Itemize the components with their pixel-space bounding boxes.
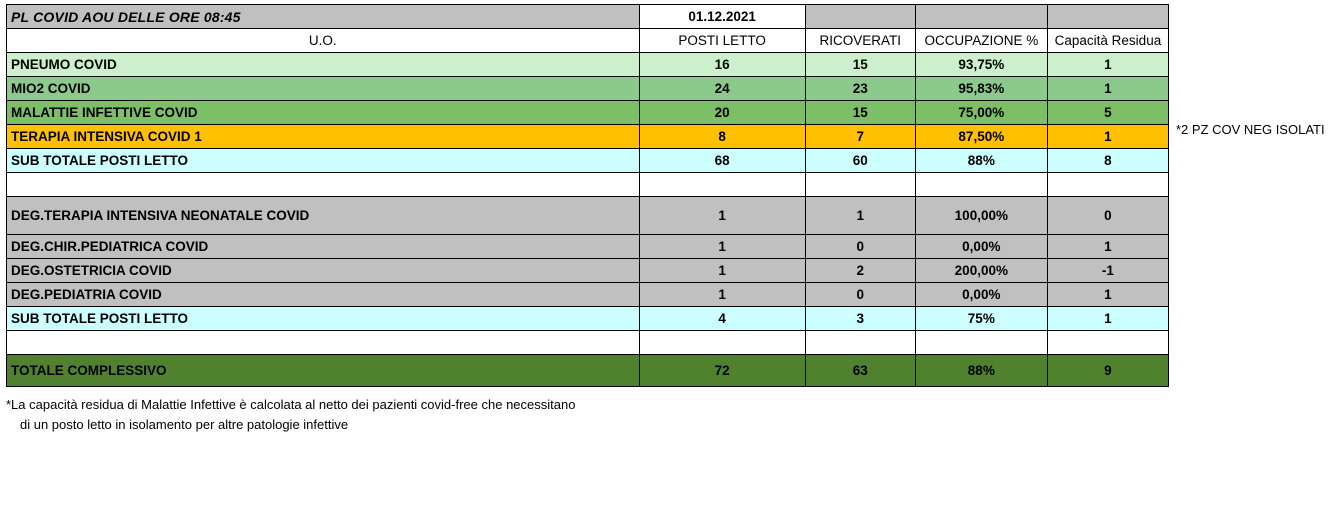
table-row [7,283,1169,307]
spacer-cell [805,331,915,355]
row-ricoverati: 1 [805,197,915,235]
spacer-row [7,331,1169,355]
row-ricoverati: 23 [805,77,915,101]
row-posti-letto: 1 [639,197,805,235]
spacer-cell [7,331,640,355]
title-row [7,5,1169,29]
row-occupazione: 93,75% [915,53,1047,77]
row-capacita: 0 [1047,197,1168,235]
table-row [7,101,1169,125]
row-ricoverati: 2 [805,259,915,283]
row-posti-letto: 20 [639,101,805,125]
spacer-cell [639,173,805,197]
row-label: MALATTIE INFETTIVE COVID [7,101,640,125]
row-capacita: -1 [1047,259,1168,283]
side-note: *2 PZ COV NEG ISOLATI [1176,122,1325,137]
report-title: PL COVID AOU DELLE ORE 08:45 [7,5,640,29]
row-capacita: 8 [1047,149,1168,173]
row-label: SUB TOTALE POSTI LETTO [7,149,640,173]
row-capacita: 5 [1047,101,1168,125]
row-label: TOTALE COMPLESSIVO [7,355,640,387]
table-row [7,53,1169,77]
table-row [7,235,1169,259]
row-capacita: 9 [1047,355,1168,387]
row-occupazione: 88% [915,149,1047,173]
row-occupazione: 100,00% [915,197,1047,235]
spreadsheet-area [6,4,1334,435]
row-label: DEG.PEDIATRIA COVID [7,283,640,307]
title-filler-1 [805,5,915,29]
row-capacita: 1 [1047,235,1168,259]
row-capacita: 1 [1047,53,1168,77]
row-capacita: 1 [1047,77,1168,101]
title-filler-3 [1047,5,1168,29]
column-header-occupazione: OCCUPAZIONE % [915,29,1047,53]
table-row-subtotal [7,307,1169,331]
row-label: MIO2 COVID [7,77,640,101]
column-header-uo: U.O. [7,29,640,53]
row-capacita: 1 [1047,125,1168,149]
row-occupazione: 88% [915,355,1047,387]
row-posti-letto: 24 [639,77,805,101]
spacer-row [7,173,1169,197]
footnote-line-2: di un posto letto in isolamento per altre patologie infettive [20,417,349,433]
row-posti-letto: 1 [639,235,805,259]
row-ricoverati: 63 [805,355,915,387]
spacer-cell [915,173,1047,197]
row-label: DEG.OSTETRICIA COVID [7,259,640,283]
row-label: TERAPIA INTENSIVA COVID 1 [7,125,640,149]
row-ricoverati: 0 [805,283,915,307]
column-header-posti-letto: POSTI LETTO [639,29,805,53]
table-row [7,197,1169,235]
row-posti-letto: 4 [639,307,805,331]
table-body [7,5,1169,387]
row-posti-letto: 8 [639,125,805,149]
row-ricoverati: 15 [805,101,915,125]
row-posti-letto: 16 [639,53,805,77]
row-occupazione: 75% [915,307,1047,331]
column-header-capacita-residua: Capacità Residua [1047,29,1168,53]
table-row [7,125,1169,149]
row-label: PNEUMO COVID [7,53,640,77]
row-posti-letto: 1 [639,259,805,283]
header-row [7,29,1169,53]
row-label: DEG.TERAPIA INTENSIVA NEONATALE COVID [7,197,640,235]
row-posti-letto: 68 [639,149,805,173]
spacer-cell [7,173,640,197]
row-occupazione: 200,00% [915,259,1047,283]
row-occupazione: 0,00% [915,235,1047,259]
table-row [7,259,1169,283]
spacer-cell [805,173,915,197]
table-row-total [7,355,1169,387]
row-capacita: 1 [1047,307,1168,331]
row-capacita: 1 [1047,283,1168,307]
row-ricoverati: 7 [805,125,915,149]
row-ricoverati: 15 [805,53,915,77]
row-occupazione: 0,00% [915,283,1047,307]
row-occupazione: 87,50% [915,125,1047,149]
row-ricoverati: 0 [805,235,915,259]
footnote-line-1: *La capacità residua di Malattie Infettive è calcolata al netto dei pazienti covid-free che necessitano [6,397,576,412]
row-posti-letto: 1 [639,283,805,307]
spacer-cell [1047,173,1168,197]
row-label: DEG.CHIR.PEDIATRICA COVID [7,235,640,259]
covid-beds-table [6,4,1169,387]
table-row [7,77,1169,101]
row-occupazione: 95,83% [915,77,1047,101]
report-date: 01.12.2021 [639,5,805,29]
footnotes [6,395,1334,435]
spacer-cell [639,331,805,355]
row-ricoverati: 3 [805,307,915,331]
spacer-cell [915,331,1047,355]
row-posti-letto: 72 [639,355,805,387]
row-occupazione: 75,00% [915,101,1047,125]
row-ricoverati: 60 [805,149,915,173]
table-row-subtotal [7,149,1169,173]
spacer-cell [1047,331,1168,355]
title-filler-2 [915,5,1047,29]
row-label: SUB TOTALE POSTI LETTO [7,307,640,331]
column-header-ricoverati: RICOVERATI [805,29,915,53]
